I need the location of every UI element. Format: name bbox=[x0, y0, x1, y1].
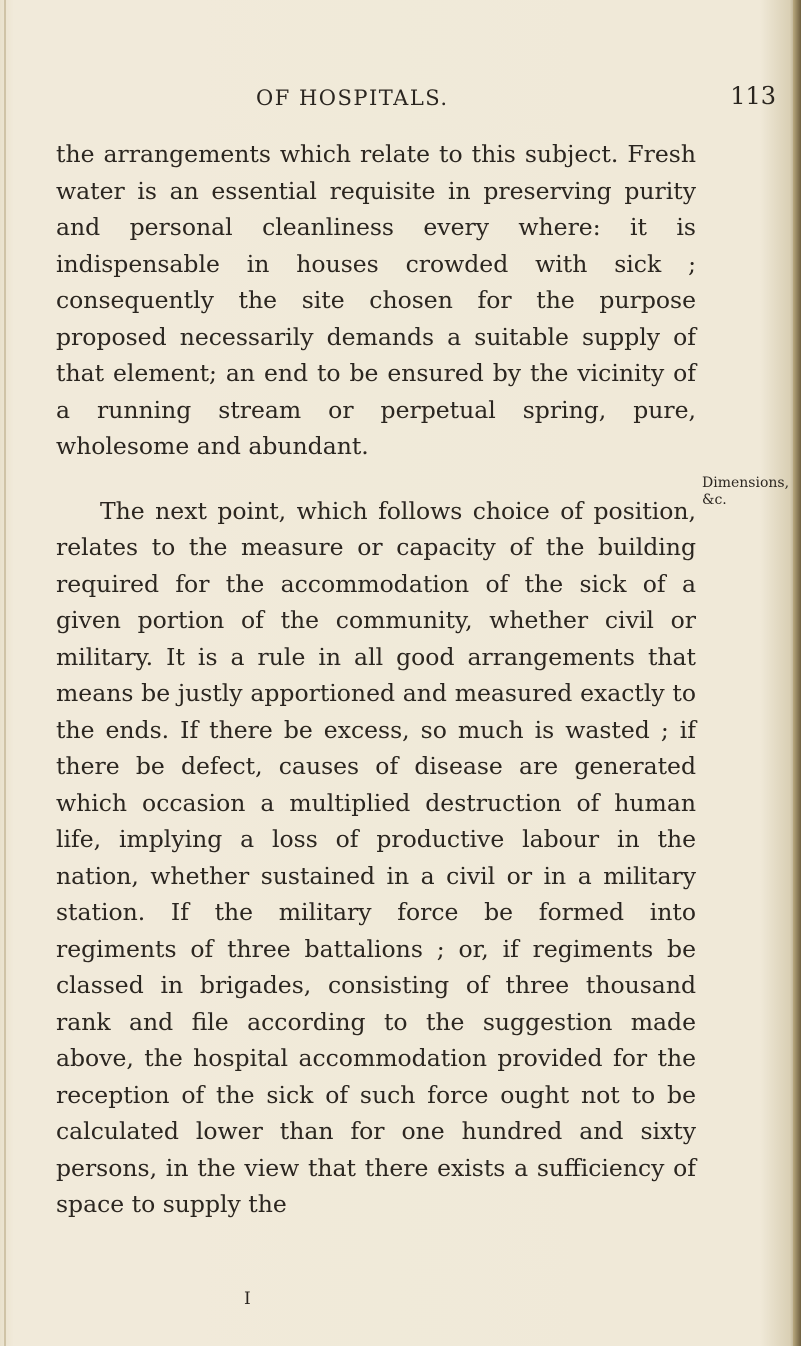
paragraph-1: the arrangements which relate to this subject. Fresh water is an essential requisite in preserving purity and personal cleanliness every where: it is indispensable in houses crowded with sick ; consequently the site chosen for the purpose proposed necessarily demands a suitable supply of that element; an end to be ensured by the vicinity of a running stream or perpetual spring, pure, wholesome and abundant. bbox=[56, 140, 696, 460]
page-number: 113 bbox=[730, 82, 776, 110]
page-header bbox=[256, 80, 776, 120]
body-text bbox=[56, 136, 696, 1223]
page-left-edge bbox=[4, 0, 6, 1346]
running-head: OF HOSPITALS. bbox=[256, 86, 449, 110]
signature-mark: I bbox=[244, 1289, 251, 1309]
paragraph-2: The next point, which follows choice of position, relates to the measure or capacity of the building required for the accommodation of the sick of a given portion of the community, whether civil or military. It is a rule in all good arrangements that means be justly apportioned and measured exactly to the ends. If there be excess, so much is wasted ; if there be defect, causes of disease are generated which occasion a multiplied destruction of human life, implying a loss of productive labour in the nation, whether sustained in a civil or in a military station. If the military force be formed into regiments of three battalions ; or, if regiments be classed in brigades, consisting of three thousand rank and file according to the suggestion made above, the hospital accommodation provided for the reception of the sick of such force ought not to be calculated lower than for one hundred and sixty persons, in the view that there exists a sufficiency of space to supply the bbox=[56, 496, 696, 1218]
page-right-edge bbox=[793, 0, 801, 1346]
margin-note: Dimensions, &c. bbox=[702, 475, 790, 508]
